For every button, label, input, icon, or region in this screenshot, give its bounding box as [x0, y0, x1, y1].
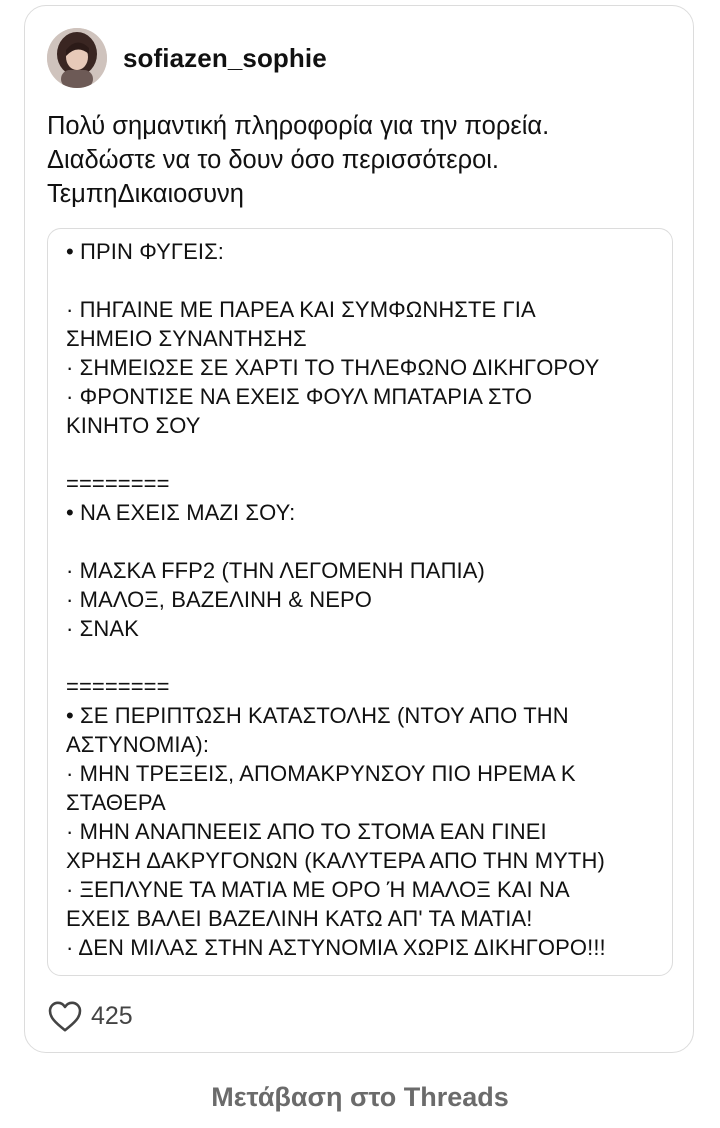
- quote-line: · ΔΕΝ ΜΙΛΑΣ ΣΤΗΝ ΑΣΤΥΝΟΜΙΑ ΧΩΡΙΣ ΔΙΚΗΓΟΡΟ!!!: [66, 935, 606, 960]
- quote-line: · ΠΗΓΑΙΝΕ ΜΕ ΠΑΡΕΑ ΚΑΙ ΣΥΜΦΩΝΗΣΤΕ ΓΙΑ: [66, 297, 536, 322]
- quote-line: · ΜΑΛΟΞ, ΒΑΖΕΛΙΝΗ & ΝΕΡΟ: [66, 587, 372, 612]
- caption-line: Διαδώστε να το δουν όσο περισσότεροι.: [47, 146, 500, 174]
- post-caption: [47, 109, 677, 211]
- quote-line: ========: [66, 674, 170, 699]
- open-in-threads-link[interactable]: Μετάβαση στο Threads: [211, 1082, 509, 1112]
- post-header: [47, 28, 327, 88]
- quote-line: · ΜΗΝ ΑΝΑΠΝΕΕΙΣ ΑΠΟ ΤΟ ΣΤΟΜΑ ΕΑΝ ΓΙΝΕΙ: [66, 819, 547, 844]
- quote-line: [66, 527, 672, 556]
- quote-line: · ΞΕΠΛΥΝΕ ΤΑ ΜΑΤΙΑ ΜΕ ΟΡΟ Ή ΜΑΛΟΞ ΚΑΙ ΝΑ: [66, 877, 570, 902]
- quote-line: [66, 440, 672, 469]
- quote-line: [66, 266, 672, 295]
- avatar-image: [47, 28, 107, 88]
- like-count: 425: [91, 1001, 133, 1030]
- quote-line: · ΜΗΝ ΤΡΕΞΕΙΣ, ΑΠΟΜΑΚΡΥΝΣΟΥ ΠΙΟ ΗΡΕΜΑ Κ: [66, 761, 576, 786]
- username[interactable]: sofiazen_sophie: [123, 42, 327, 73]
- quote-line: ΧΡΗΣΗ ΔΑΚΡΥΓΟΝΩΝ (ΚΑΛΥΤΕΡΑ ΑΠΟ ΤΗΝ ΜΥΤΗ): [66, 848, 605, 873]
- quote-line: ========: [66, 471, 170, 496]
- quote-line: ΚΙΝΗΤΟ ΣΟΥ: [66, 413, 201, 438]
- quote-line: · ΣΗΜΕΙΩΣΕ ΣΕ ΧΑΡΤΙ ΤΟ ΤΗΛΕΦΩΝΟ ΔΙΚΗΓΟΡΟΥ: [66, 355, 600, 380]
- avatar[interactable]: [47, 28, 107, 88]
- caption-line: Πολύ σημαντική πληροφορία για την πορεία.: [47, 112, 550, 140]
- quote-line: • ΝΑ ΕΧΕΙΣ ΜΑΖΙ ΣΟΥ:: [66, 500, 296, 525]
- quote-line: • ΠΡΙΝ ΦΥΓΕΙΣ:: [66, 239, 225, 264]
- quote-line: [66, 643, 672, 672]
- quote-line: ΣΤΑΘΕΡΑ: [66, 790, 166, 815]
- heart-icon: [47, 999, 83, 1033]
- caption-hashtag[interactable]: ΤεμπηΔικαιοσυνη: [47, 180, 244, 208]
- quote-line: ΑΣΤΥΝΟΜΙΑ):: [66, 732, 210, 757]
- post-card: [24, 5, 694, 1053]
- quote-line: · ΦΡΟΝΤΙΣΕ ΝΑ ΕΧΕΙΣ ΦΟΥΛ ΜΠΑΤΑΡΙΑ ΣΤΟ: [66, 384, 533, 409]
- quote-line: ΣΗΜΕΙΟ ΣΥΝΑΝΤΗΣΗΣ: [66, 326, 307, 351]
- quote-line: • ΣΕ ΠΕΡΙΠΤΩΣΗ ΚΑΤΑΣΤΟΛΗΣ (ΝΤΟΥ ΑΠΟ ΤΗΝ: [66, 703, 569, 728]
- post-actions: [47, 999, 133, 1033]
- quoted-text-box: [47, 228, 673, 976]
- quote-line: ΕΧΕΙΣ ΒΑΛΕΙ ΒΑΖΕΛΙΝΗ ΚΑΤΩ ΑΠ' ΤΑ ΜΑΤΙΑ!: [66, 906, 533, 931]
- quote-line: · ΜΑΣΚΑ FFP2 (ΤΗΝ ΛΕΓΟΜΕΝΗ ΠΑΠΙΑ): [66, 558, 485, 583]
- quote-line: · ΣΝΑΚ: [66, 616, 139, 641]
- like-button[interactable]: [47, 999, 83, 1033]
